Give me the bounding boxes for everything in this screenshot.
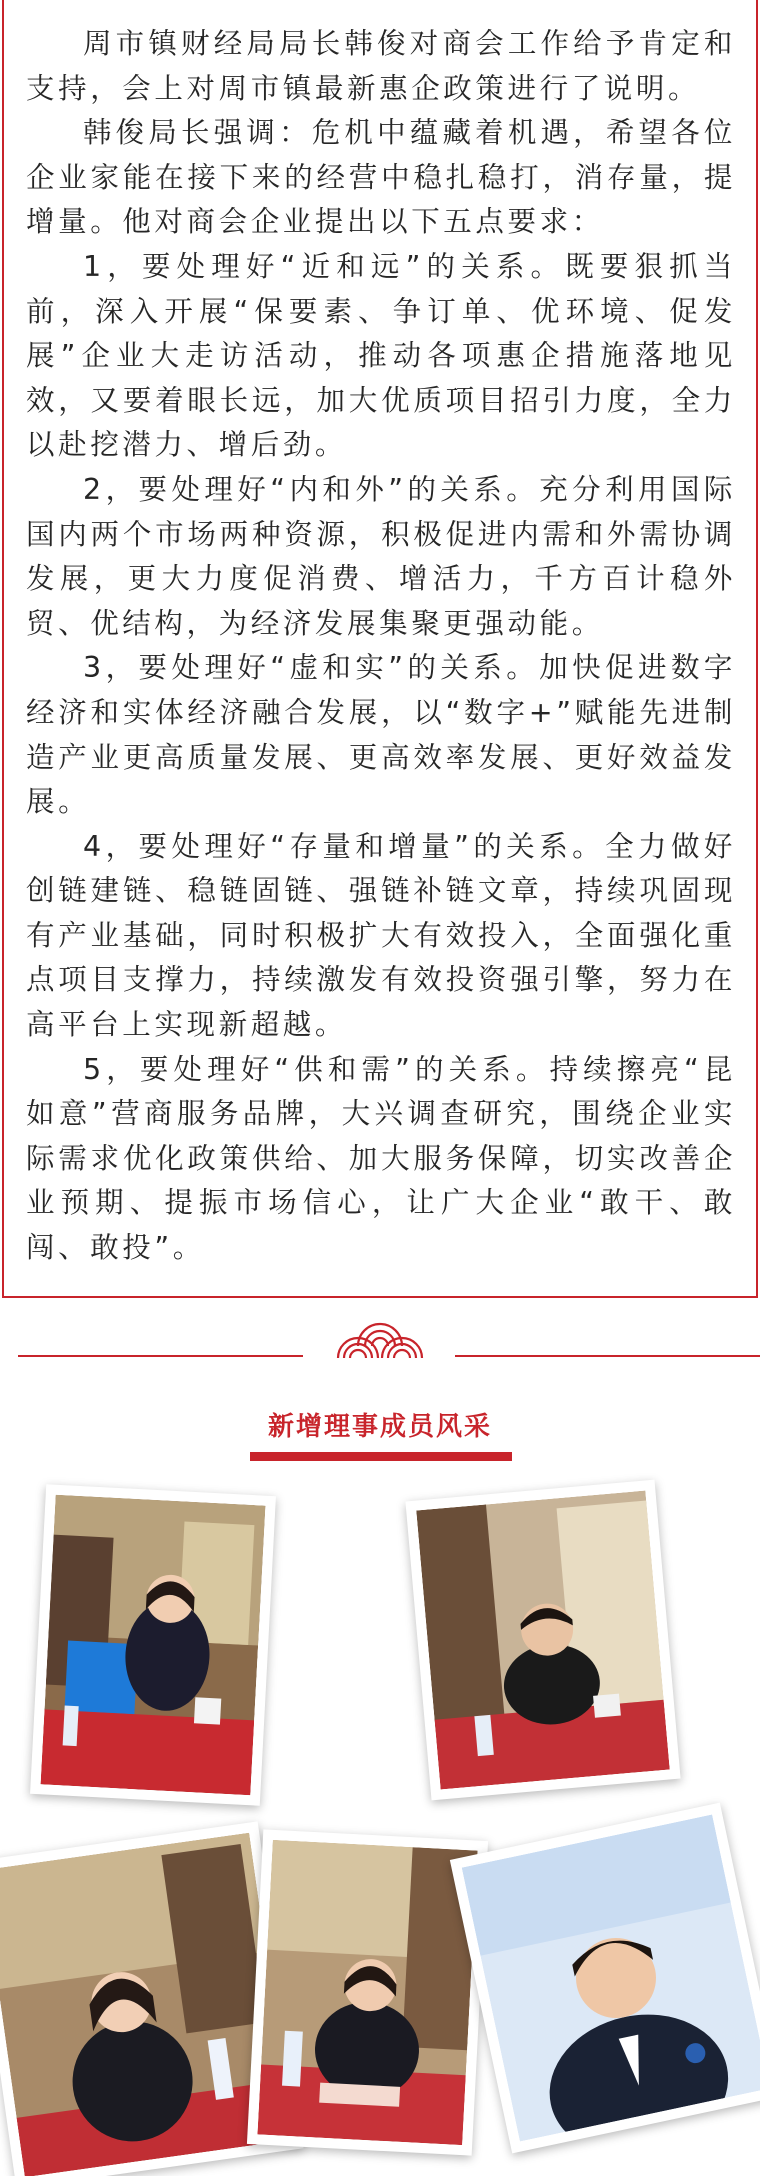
paragraph-point-3: 3，要处理好“虚和实”的关系。加快促进数字经济和实体经济融合发展，以“数字+”赋能先进制造产业更高质量发展、更高效率发展、更好效益发展。	[26, 651, 736, 819]
member-photo-1	[30, 1484, 276, 1806]
paragraph-point-5: 5，要处理好“供和需”的关系。持续擦亮“昆如意”营商服务品牌，大兴调查研究，围绕企业实际需求优化政策供给、加大服务保障，切实改善企业预期、提振市场信心，让广大企业“敢干、敢闯、敢投”。	[26, 1052, 736, 1265]
divider-line-right	[455, 1355, 760, 1357]
section-title: 新增理事成员风采	[267, 1412, 492, 1442]
wave-ornament-icon	[320, 1318, 440, 1362]
divider-line-left	[18, 1355, 303, 1357]
paragraph-point-4: 4，要处理好“存量和增量”的关系。全力做好创链建链、稳链固链、强链补链文章，持续巩固现有产业基础，同时积极扩大有效投入，全面强化重点项目支撑力，持续激发有效投资强引擎，努力在高平台上实现新超越。	[26, 829, 736, 1042]
member-photo-4	[247, 1829, 488, 2155]
section-divider	[0, 1318, 760, 1378]
article-text-box	[2, 0, 758, 1298]
member-photo-5	[450, 1803, 760, 2154]
paragraph-emphasis: 韩俊局长强调：危机中蕴藏着机遇，希望各位企业家能在接下来的经营中稳扎稳打，消存量，提增量。他对商会企业提出以下五点要求：	[26, 116, 736, 239]
paragraph-point-1: 1，要处理好“近和远”的关系。既要狠抓当前，深入开展“保要素、争订单、优环境、促发展”企业大走访活动，推动各项惠企措施落地见效，又要着眼长远，加大优质项目招引力度，全力以赴挖潜力、增后劲。	[26, 249, 736, 462]
member-photo-2	[405, 1480, 680, 1801]
section-title-underline	[250, 1452, 512, 1461]
paragraph-intro: 周市镇财经局局长韩俊对商会工作给予肯定和支持，会上对周市镇最新惠企政策进行了说明。	[26, 27, 736, 105]
paragraph-point-2: 2，要处理好“内和外”的关系。充分利用国际国内两个市场两种资源，积极促进内需和外需协调发展，更大力度促消费、增活力，千方百计稳外贸、优结构，为经济发展集聚更强动能。	[26, 472, 736, 640]
